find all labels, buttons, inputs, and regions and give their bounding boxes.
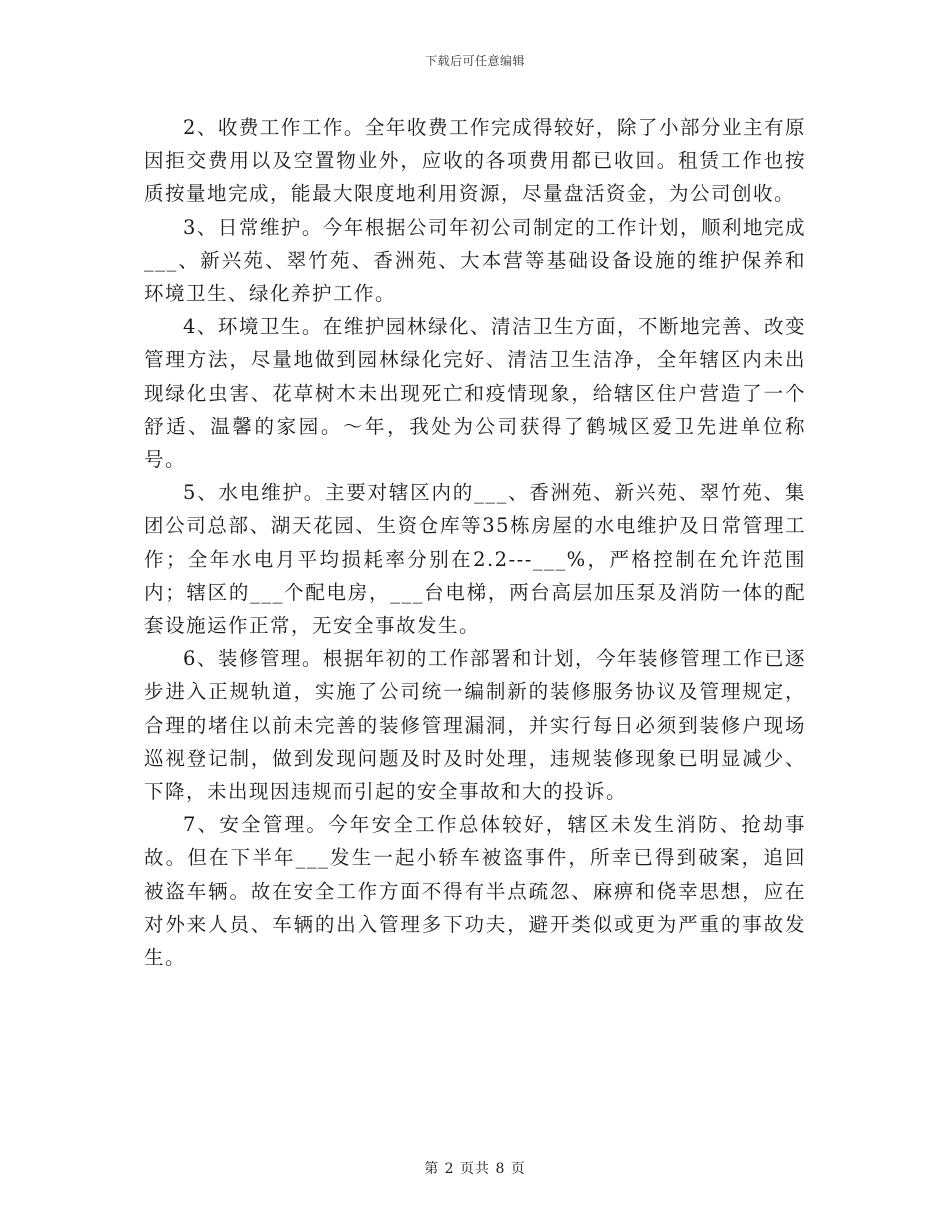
paragraph-daily-maintenance: 3、日常维护。今年根据公司年初公司制定的工作计划，顺利地完成___、新兴苑、翠竹苑、香洲苑、大本营等基础设备设施的维护保养和环境卫生、绿化养护工作。	[144, 215, 806, 306]
paragraph-renovation-management: 6、装修管理。根据年初的工作部署和计划，今年装修管理工作已逐步进入正规轨道，实施了公司统一编制新的装修服务协议及管理规定，合理的堵住以前未完善的装修管理漏洞，并实行每日必须到装修户现场巡视登记制，做到发现问题及时及时处理，违规装修现象已明显减少、下降，未出现因违规而引起的安全事故和大的投诉。	[144, 647, 806, 804]
page-header: 下载后可任意编辑	[424, 54, 525, 68]
document-body	[144, 111, 806, 974]
paragraph-utility-maintenance: 5、水电维护。主要对辖区内的___、香洲苑、新兴苑、翠竹苑、集团公司总部、湖天花园、生资仓库等35栋房屋的水电维护及日常管理工作；全年水电月平均损耗率分别在2.2---___%，严格控制在允许范围内；辖区的___个配电房，___台电梯，两台高层加压泵及消防一体的配套设施运作正常，无安全事故发生。	[144, 481, 806, 638]
paragraph-fee-collection: 2、收费工作工作。全年收费工作完成得较好，除了小部分业主有原因拒交费用以及空置物业外，应收的各项费用都已收回。租赁工作也按质按量地完成，能最大限度地利用资源，尽量盘活资金，为公司创收。	[144, 116, 806, 206]
paragraph-safety-management: 7、安全管理。今年安全工作总体较好，辖区未发生消防、抢劫事故。但在下半年___发生一起小轿车被盗事件，所幸已得到破案，追回被盗车辆。故在安全工作方面不得有半点疏忽、麻痹和侥幸思想，应在对外来人员、车辆的出入管理多下功夫，避开类似或更为严重的事故发生。	[144, 813, 806, 970]
paragraph-environmental-hygiene: 4、环境卫生。在维护园林绿化、清洁卫生方面，不断地完善、改变管理方法，尽量地做到园林绿化完好、清洁卫生洁净，全年辖区内未出现绿化虫害、花草树木未出现死亡和疫情现象，给辖区住户营造了一个舒适、温馨的家园。～年，我处为公司获得了鹤城区爱卫先进单位称号。	[144, 315, 806, 472]
page-number-footer: 第 2 页共 8 页	[424, 1161, 526, 1177]
